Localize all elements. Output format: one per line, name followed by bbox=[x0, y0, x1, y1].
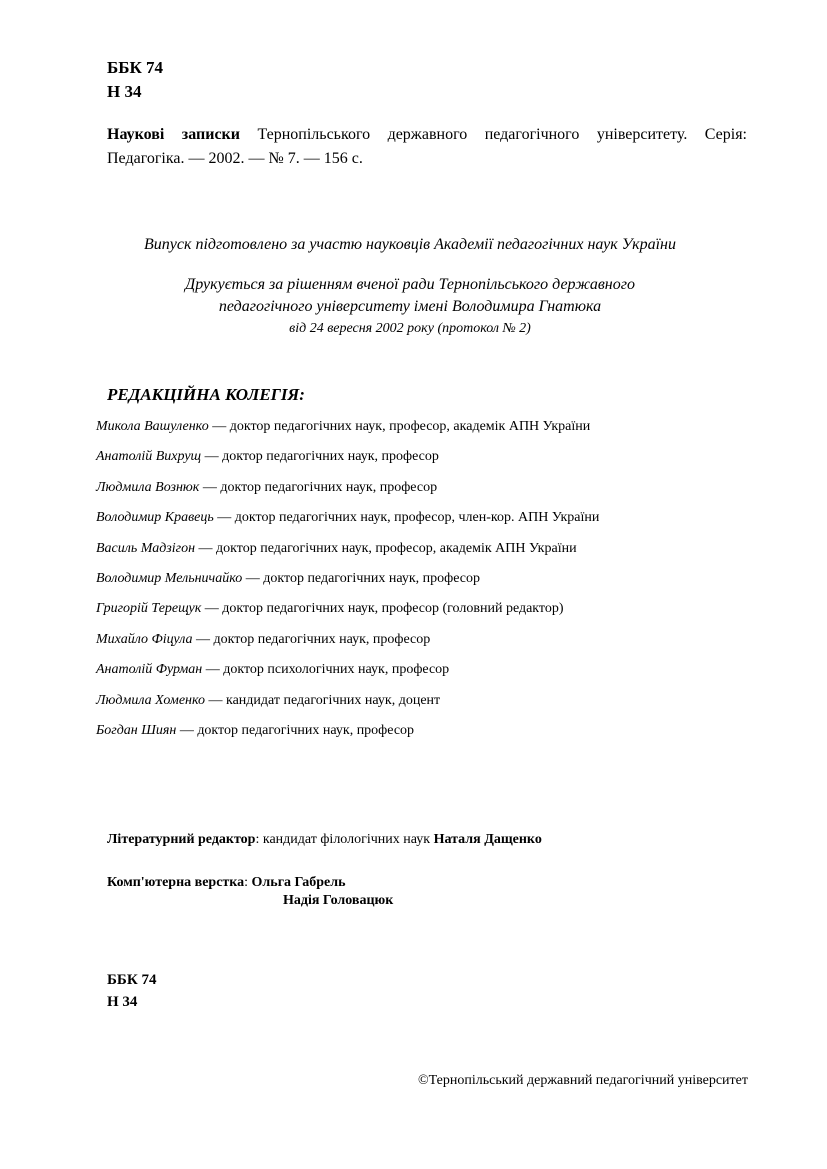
layout-name-1: Ольга Габрель bbox=[251, 875, 346, 890]
board-member bbox=[96, 632, 430, 648]
author-index: Н 34 bbox=[107, 82, 142, 101]
board-member-name: Григорій Терещук bbox=[96, 601, 202, 616]
bbk-code: ББК 74 bbox=[107, 58, 164, 77]
layout-name-2: Надія Головацюк bbox=[283, 893, 394, 908]
board-member-role: — доктор педагогічних наук, професор bbox=[201, 449, 439, 464]
literary-editor-text: : кандидат філологічних наук bbox=[255, 832, 434, 847]
board-member-name: Василь Мадзігон bbox=[96, 541, 196, 556]
literary-editor-label: Літературний редактор bbox=[107, 832, 256, 847]
board-member-role: — доктор педагогічних наук, професор, член-кор. АПН України bbox=[213, 510, 600, 525]
board-member-role: — доктор педагогічних наук, професор bbox=[176, 723, 415, 738]
board-member-name: Михайло Фіцула bbox=[96, 632, 193, 647]
board-member-role: — доктор психологічних наук, професор bbox=[202, 662, 450, 677]
bottom-bbk-code: ББК 74 bbox=[107, 972, 157, 988]
board-member bbox=[96, 419, 590, 435]
board-member-name: Володимир Кравець bbox=[96, 510, 214, 525]
board-member-role: — доктор педагогічних наук, професор bbox=[192, 632, 431, 647]
printed-note-line-3: від 24 вересня 2002 року (протокол № 2) bbox=[289, 321, 531, 336]
board-member-name: Людмила Вознюк bbox=[96, 480, 200, 495]
board-member-name: Богдан Шиян bbox=[96, 723, 177, 738]
board-member-name: Володимир Мельничайко bbox=[96, 571, 243, 586]
board-member-role: — доктор педагогічних наук, професор, академік АПН України bbox=[208, 419, 591, 434]
board-member bbox=[96, 510, 599, 526]
board-member bbox=[96, 693, 440, 709]
board-member bbox=[96, 601, 564, 617]
prepared-note: Випуск підготовлено за участю науковців Академії педагогічних наук України bbox=[143, 236, 676, 253]
copyright-notice: ©Тернопільський державний педагогічний університет bbox=[418, 1073, 748, 1088]
board-member-name: Анатолій Вихрущ bbox=[96, 449, 202, 464]
board-member-name: Анатолій Фурман bbox=[96, 662, 203, 677]
printed-note-line-2: педагогічного університету імені Володимира Гнатюка bbox=[218, 298, 602, 315]
board-member bbox=[96, 480, 437, 496]
board-member bbox=[96, 723, 414, 739]
board-member-role: — доктор педагогічних наук, професор (головний редактор) bbox=[201, 601, 564, 616]
literary-editor-name: Наталя Дащенко bbox=[433, 832, 542, 847]
publication-description bbox=[107, 123, 747, 171]
printed-note-line-1: Друкується за рішенням вченої ради Тернопільського державного bbox=[185, 276, 635, 293]
board-member-name: Микола Вашуленко bbox=[96, 419, 209, 434]
layout-line bbox=[107, 875, 346, 891]
publication-title: Наукові записки bbox=[107, 126, 240, 143]
board-member-role: — доктор педагогічних наук, професор, академік АПН України bbox=[195, 541, 577, 556]
board-member-name: Людмила Хоменко bbox=[96, 693, 205, 708]
board-member bbox=[96, 449, 439, 465]
layout-label: Комп'ютерна верстка bbox=[107, 875, 245, 890]
literary-editor-line bbox=[107, 832, 542, 848]
board-member bbox=[96, 571, 480, 587]
board-member-role: — доктор педагогічних наук, професор bbox=[199, 480, 438, 495]
editorial-board-heading: РЕДАКЦІЙНА КОЛЕГІЯ: bbox=[107, 385, 305, 404]
board-member bbox=[96, 541, 577, 557]
bottom-author-index: Н 34 bbox=[107, 994, 138, 1010]
board-member bbox=[96, 662, 449, 678]
board-member-role: — кандидат педагогічних наук, доцент bbox=[205, 693, 441, 708]
publication-details: Тернопільського державного педагогічного університету. Серія: Педагогіка. — 2002. — № 7. — 156 с. bbox=[107, 126, 748, 167]
board-member-role: — доктор педагогічних наук, професор bbox=[242, 571, 480, 586]
layout-separator: : bbox=[244, 875, 252, 890]
